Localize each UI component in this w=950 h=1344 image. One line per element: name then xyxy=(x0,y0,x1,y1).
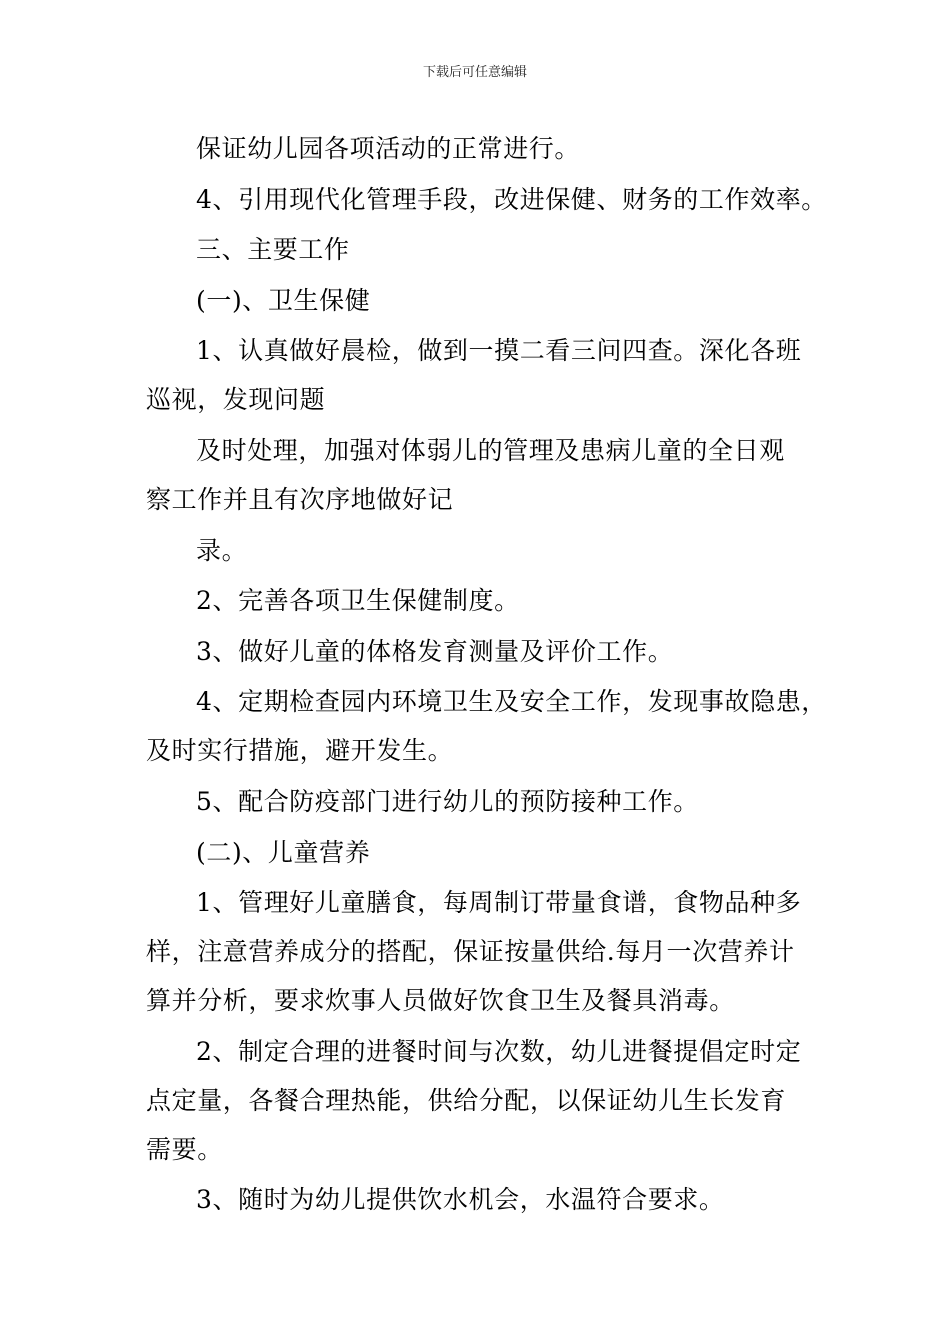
text-line: 保证幼儿园各项活动的正常进行。 xyxy=(196,134,581,163)
text-line: 录。 xyxy=(196,535,248,565)
paragraph xyxy=(146,124,816,173)
text-line: 5、配合防疫部门进行幼儿的预防接种工作。 xyxy=(196,786,699,816)
paragraph xyxy=(146,677,827,775)
paragraph xyxy=(146,627,816,676)
text-line: 三、主要工作 xyxy=(196,235,350,265)
paragraph xyxy=(146,1027,816,1174)
text-line: 样，注意营养成分的搭配，保证按量供给.每月一次营养计 xyxy=(146,937,795,967)
text-line: (一)、卫生保健 xyxy=(196,285,371,315)
text-line: 察工作并且有次序地做好记 xyxy=(146,484,454,514)
page-header: 下载后可任意编辑 xyxy=(422,65,527,80)
text-line: 需要。 xyxy=(146,1134,223,1164)
text-line: 点定量，各餐合理热能，供给分配，以保证幼儿生长发育 xyxy=(146,1085,787,1115)
paragraph xyxy=(146,426,816,524)
text-line: 4、引用现代化管理手段，改进保健、财务的工作效率。 xyxy=(196,184,827,214)
text-line: 及时处理，加强对体弱儿的管理及患病儿童的全日观 xyxy=(196,435,785,465)
paragraph xyxy=(146,878,816,1025)
text-line: 巡视，发现问题 xyxy=(146,385,326,415)
paragraph xyxy=(146,1175,816,1224)
text-line: 3、随时为幼儿提供饮水机会，水温符合要求。 xyxy=(196,1185,725,1215)
text-line: 2、制定合理的进餐时间与次数，幼儿进餐提倡定时定 xyxy=(196,1036,802,1066)
paragraph xyxy=(146,175,827,224)
subsection-heading xyxy=(146,828,816,877)
paragraph xyxy=(146,326,816,424)
section-heading xyxy=(146,225,816,274)
paragraph xyxy=(146,526,816,575)
paragraph xyxy=(146,576,816,625)
text-line: 4、定期检查园内环境卫生及安全工作，发现事故隐患， xyxy=(196,687,827,717)
document-body xyxy=(146,124,827,1226)
text-line: 3、做好儿童的体格发育测量及评价工作。 xyxy=(196,636,674,666)
text-line: 1、管理好儿童膳食，每周制订带量食谱，食物品种多 xyxy=(196,888,802,918)
paragraph xyxy=(146,777,816,826)
text-line: (二)、儿童营养 xyxy=(196,837,371,867)
text-line: 算并分析，要求炊事人员做好饮食卫生及餐具消毒。 xyxy=(146,986,735,1016)
text-line: 及时实行措施，避开发生。 xyxy=(146,736,454,766)
subsection-heading xyxy=(146,276,816,325)
text-line: 2、完善各项卫生保健制度。 xyxy=(196,586,520,616)
text-line: 1、认真做好晨检，做到一摸二看三问四查。深化各班 xyxy=(196,336,802,366)
